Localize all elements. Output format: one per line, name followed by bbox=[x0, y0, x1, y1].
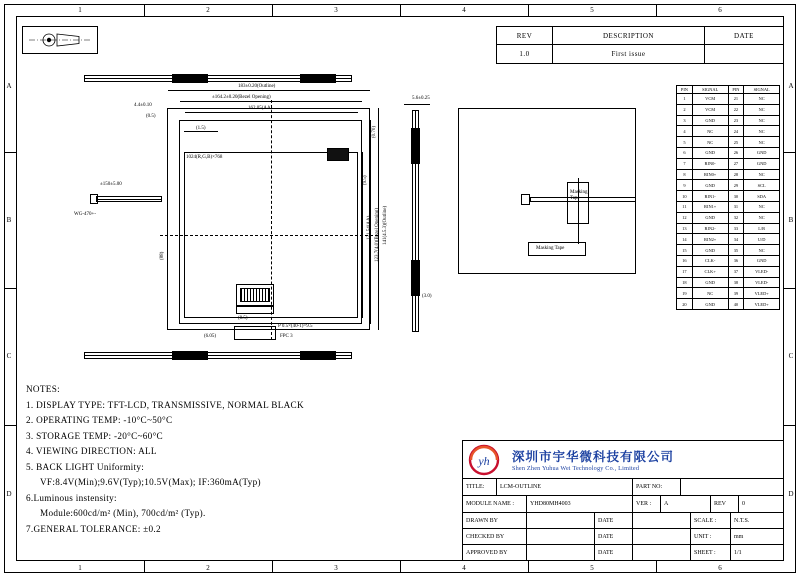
note-item-3: 3. STORAGE TEMP: -20°C~60°C bbox=[26, 430, 163, 441]
note-item-4: 4. VIEWING DIRECTION: ALL bbox=[26, 446, 157, 456]
zone-tick bbox=[784, 152, 796, 153]
zone-tick bbox=[4, 288, 16, 289]
revision-value-description: First issue bbox=[553, 45, 705, 63]
dim-left-small-1: 4.4±0.10 bbox=[134, 103, 152, 108]
revision-header-description: DESCRIPTION bbox=[553, 27, 705, 44]
zone-label-bottom: 4 bbox=[462, 564, 466, 572]
pin-table-cell: 39 bbox=[729, 288, 745, 298]
pin-table-cell: 27 bbox=[729, 159, 745, 169]
pin-table-cell: GND bbox=[693, 116, 729, 126]
zone-label-right: A bbox=[788, 82, 794, 90]
zone-tick bbox=[4, 152, 16, 153]
pin-table-cell: 34 bbox=[729, 234, 745, 244]
zone-label-top: 2 bbox=[206, 6, 210, 14]
pin-table-row bbox=[677, 256, 779, 267]
pin-table-cell: NC bbox=[693, 137, 729, 147]
svg-text:yh: yh bbox=[478, 453, 490, 468]
zone-tick bbox=[528, 4, 529, 16]
zone-label-bottom: 5 bbox=[590, 564, 594, 572]
pin-table-row bbox=[677, 191, 779, 202]
company-row bbox=[463, 441, 783, 479]
zone-label-top: 5 bbox=[590, 6, 594, 14]
zone-label-bottom: 3 bbox=[334, 564, 338, 572]
panel-connector-block bbox=[327, 148, 349, 161]
zone-label-left: B bbox=[6, 216, 12, 224]
pin-table-cell: NC bbox=[758, 96, 765, 102]
pin-table-row bbox=[677, 105, 779, 116]
pin-table-cell: 23 bbox=[729, 116, 745, 126]
pin-table-row bbox=[677, 148, 779, 159]
pin-table-row bbox=[677, 224, 779, 235]
checked-by-value bbox=[527, 529, 595, 544]
note-item-1: 1. DISPLAY TYPE: TFT-LCD, TRANSMISSIVE, NORMAL BLACK bbox=[26, 399, 304, 410]
company-logo bbox=[466, 443, 510, 477]
date-label-2: DATE bbox=[595, 529, 633, 544]
date-label-1: DATE bbox=[595, 513, 633, 528]
pin-table-cell: 21 bbox=[729, 94, 745, 104]
pin-table-cell: 19 bbox=[677, 288, 693, 298]
pin-table-cell: CLK+ bbox=[693, 267, 729, 277]
zone-label-bottom: 2 bbox=[206, 564, 210, 572]
dim-left-vert-2: 123.7(4.0)(Bezel Opening) bbox=[375, 207, 380, 262]
fpc-pins bbox=[240, 288, 270, 302]
pin-table-row bbox=[677, 94, 779, 105]
pin-table-cell: GND bbox=[693, 148, 729, 158]
pin-table-row bbox=[677, 267, 779, 278]
pin-table-cell: GND bbox=[693, 278, 729, 288]
dim-left-small-2: (0.5) bbox=[146, 114, 156, 119]
pin-table-row bbox=[677, 245, 779, 256]
drawn-by-value bbox=[527, 513, 595, 528]
dim-cable-length: ±150±5.00 bbox=[100, 182, 122, 187]
pin-table-cell: 2 bbox=[677, 105, 693, 115]
zone-tick bbox=[272, 4, 273, 16]
pin-table-row bbox=[677, 213, 779, 224]
zone-label-top: 6 bbox=[718, 6, 722, 14]
pin-table-cell: NC bbox=[758, 247, 765, 253]
pin-table-cell: 10 bbox=[677, 191, 693, 201]
pin-table-cell: GND bbox=[693, 299, 729, 309]
pin-table-cell: GND bbox=[756, 258, 767, 264]
dim-left-small-4: (88) bbox=[160, 251, 165, 260]
pin-table-cell: 22 bbox=[729, 105, 745, 115]
pin-table-cell: VCM bbox=[693, 105, 729, 115]
pin-table-row bbox=[677, 159, 779, 170]
dim-top-overall: 183±0.20(Outline) bbox=[238, 84, 276, 89]
zone-tick bbox=[784, 288, 796, 289]
revision-value-date bbox=[705, 45, 783, 63]
unit-label: UNIT : bbox=[691, 529, 731, 544]
pin-table-cell: 5 bbox=[677, 137, 693, 147]
notes-block bbox=[26, 382, 446, 537]
dim-line-outline bbox=[168, 90, 370, 91]
checked-by-row bbox=[463, 529, 783, 545]
note-item-7: 7.GENERAL TOLERANCE: ±0.2 bbox=[26, 523, 161, 534]
pin-table-cell: GND bbox=[693, 245, 729, 255]
company-name-en: Shen Zhen Yuhua Wei Technology Co., Limited bbox=[512, 465, 640, 472]
pin-table-row bbox=[677, 170, 779, 181]
title-label: TITLE: bbox=[463, 479, 497, 495]
revision-table bbox=[496, 26, 784, 64]
pin-table-cell: 17 bbox=[677, 267, 693, 277]
pin-table-cell: 6 bbox=[677, 148, 693, 158]
dim-left-vert-3: 121.54(AA) bbox=[367, 215, 372, 240]
pin-table-cell: 8 bbox=[677, 170, 693, 180]
pin-table-cell: 29 bbox=[729, 180, 745, 190]
rev-value: 0 bbox=[742, 501, 745, 507]
pin-table-cell: 24 bbox=[729, 126, 745, 136]
revision-row bbox=[497, 45, 783, 63]
zone-label-left: C bbox=[6, 352, 12, 360]
pin-table-cell: NC bbox=[758, 204, 765, 210]
pin-table-cell: 7 bbox=[677, 159, 693, 169]
pin-table-cell: 14 bbox=[677, 234, 693, 244]
pin-table-row bbox=[677, 180, 779, 191]
pin-table-cell: 18 bbox=[677, 278, 693, 288]
dim-bottom-1: (6.05) bbox=[204, 334, 217, 339]
sheet-value: 1/1 bbox=[734, 550, 742, 556]
pin-table-row bbox=[677, 137, 779, 148]
pin-table-cell: GND bbox=[756, 161, 767, 167]
first-angle-projection-icon bbox=[23, 27, 97, 53]
dim-line-bezel bbox=[180, 101, 362, 102]
part-no-label: PART NO: bbox=[633, 479, 681, 495]
dim-line-small bbox=[184, 131, 218, 132]
back-view-centerline-v bbox=[578, 178, 579, 244]
rev-label: REV bbox=[711, 496, 739, 512]
pin-table-cell: NC bbox=[758, 107, 765, 113]
pin-table-cell: 36 bbox=[729, 256, 745, 266]
zone-label-right: D bbox=[788, 490, 794, 498]
approved-by-value bbox=[527, 545, 595, 561]
pin-table-cell: VLED+ bbox=[754, 301, 769, 307]
pin-table-cell: 11 bbox=[677, 202, 693, 212]
date-value-3 bbox=[633, 545, 691, 561]
pin-table-cell: NC bbox=[758, 215, 765, 221]
pin-table-cell: VLED- bbox=[755, 279, 769, 285]
notes-title: NOTES: bbox=[26, 384, 60, 394]
dim-bottom-4: (8.5) bbox=[238, 316, 248, 321]
revision-header-row bbox=[497, 27, 783, 45]
pin-table-cell: NC bbox=[758, 128, 765, 134]
sheet-label: SHEET : bbox=[691, 545, 731, 561]
pin-table-cell: 40 bbox=[729, 299, 745, 309]
zone-label-top: 1 bbox=[78, 6, 82, 14]
date-value-1 bbox=[633, 513, 691, 528]
pin-table-cell: NC bbox=[693, 288, 729, 298]
masking-tape-vertical-label: Masking Tape bbox=[570, 190, 588, 201]
pin-table-cell: 15 bbox=[677, 245, 693, 255]
side-view-tab-top bbox=[411, 128, 420, 164]
note-item-5: 5. BACK LIGHT Uniformity: bbox=[26, 461, 145, 472]
pin-table-row bbox=[677, 299, 779, 309]
pin-table-cell: 32 bbox=[729, 213, 745, 223]
zone-tick bbox=[528, 561, 529, 573]
projection-symbol-box bbox=[22, 26, 98, 54]
pin-table-cell: 9 bbox=[677, 180, 693, 190]
title-block bbox=[462, 440, 784, 561]
part-no-value bbox=[681, 479, 783, 495]
drawn-by-label: DRAWN BY bbox=[463, 513, 527, 528]
dim-left-vert-4: (9.5) bbox=[363, 175, 368, 185]
note-item-6-detail: Module:600cd/m² (Min), 700cd/m² (Typ). bbox=[40, 508, 206, 518]
dim-side-thickness: 5.6±0.25 bbox=[412, 96, 430, 101]
zone-label-top: 4 bbox=[462, 6, 466, 14]
dim-left-vert-5: (0.70) bbox=[372, 125, 377, 138]
unit-value: mm bbox=[734, 533, 744, 540]
pin-table-cell: GND bbox=[756, 150, 767, 156]
dim-line-aa bbox=[185, 112, 358, 113]
pin-table-cell: 35 bbox=[729, 245, 745, 255]
bottom-strip-centerline bbox=[84, 355, 352, 356]
ver-value: A bbox=[661, 496, 711, 512]
checked-by-label: CHECKED BY bbox=[463, 529, 527, 544]
panel-resolution-label: 1024(R,G,B)×768 bbox=[186, 155, 223, 160]
masking-tape-horizontal-label: Masking Tape bbox=[536, 246, 565, 251]
dim-cable-note: WG-470+- bbox=[74, 212, 96, 217]
note-item-2: 2. OPERATING TEMP: -10°C~50°C bbox=[26, 415, 173, 425]
title-row bbox=[463, 479, 783, 496]
pin-table-cell: VLED- bbox=[755, 269, 769, 275]
pin-table-cell: 12 bbox=[677, 213, 693, 223]
pin-table-header-cell: SIGNAL bbox=[693, 86, 729, 93]
pin-table-cell: SCL bbox=[757, 182, 766, 188]
revision-header-rev: REV bbox=[497, 27, 553, 44]
zone-label-bottom: 1 bbox=[78, 564, 82, 572]
approved-by-row bbox=[463, 545, 783, 561]
dim-top-second: ±164.2±0.20(Bezel Opening) bbox=[212, 95, 271, 100]
fpc-connector bbox=[234, 326, 276, 340]
pin-table-cell: 28 bbox=[729, 170, 745, 180]
drawn-by-row bbox=[463, 513, 783, 529]
pin-table-cell: RIN2- bbox=[693, 224, 729, 234]
back-view-cable-connector bbox=[521, 194, 530, 205]
pin-table-header-cell: PIN bbox=[729, 86, 745, 93]
pin-table-cell: NC bbox=[758, 171, 765, 177]
dim-side-small: (3.0) bbox=[422, 294, 432, 299]
pin-table-cell: NC bbox=[758, 117, 765, 123]
zone-tick bbox=[656, 561, 657, 573]
ver-label: VER : bbox=[633, 496, 661, 512]
zone-tick bbox=[144, 561, 145, 573]
zone-tick bbox=[272, 561, 273, 573]
note-item-5-detail: VF:8.4V(Min);9.6V(Typ);10.5V(Max); IF:360mA(Typ) bbox=[40, 477, 261, 487]
pin-table-cell: 30 bbox=[729, 191, 745, 201]
zone-tick bbox=[144, 4, 145, 16]
dim-left-vert-1: 141(4.5.3)(Outline) bbox=[383, 205, 388, 245]
pin-table-cell: 1 bbox=[677, 94, 693, 104]
pin-table-row bbox=[677, 126, 779, 137]
pin-table-cell: U/D bbox=[757, 236, 766, 242]
horizontal-centerline bbox=[160, 235, 378, 236]
pin-table-header-cell: SIGNAL bbox=[753, 87, 770, 92]
zone-label-right: B bbox=[788, 216, 794, 224]
pin-table-cell: 13 bbox=[677, 224, 693, 234]
pin-table-cell: 33 bbox=[729, 224, 745, 234]
pin-table-cell: CLK- bbox=[693, 256, 729, 266]
pin-table-cell: RIN1+ bbox=[693, 202, 729, 212]
pin-table-cell: GND bbox=[693, 180, 729, 190]
zone-tick bbox=[400, 4, 401, 16]
revision-value-rev: 1.0 bbox=[497, 45, 553, 63]
side-view-tab-bottom bbox=[411, 260, 420, 296]
pin-table-cell: RIN1- bbox=[693, 191, 729, 201]
company-name-cn: 深圳市宇华微科技有限公司 bbox=[512, 449, 675, 464]
pin-table-cell: 31 bbox=[729, 202, 745, 212]
pin-table-header-row bbox=[677, 86, 779, 94]
fpc-neck bbox=[236, 306, 274, 314]
pin-table-row bbox=[677, 116, 779, 127]
zone-tick bbox=[4, 425, 16, 426]
pin-table-cell: 20 bbox=[677, 299, 693, 309]
pin-table-row bbox=[677, 234, 779, 245]
pin-table-cell: 25 bbox=[729, 137, 745, 147]
pin-table-cell: 26 bbox=[729, 148, 745, 158]
pin-table-cell: VCM bbox=[693, 94, 729, 104]
zone-label-top: 3 bbox=[334, 6, 338, 14]
zone-tick bbox=[400, 561, 401, 573]
pin-table-cell: RIN2+ bbox=[693, 234, 729, 244]
zone-label-left: D bbox=[6, 490, 12, 498]
dim-bottom-3: FPC 3 bbox=[280, 334, 293, 339]
zone-label-bottom: 6 bbox=[718, 564, 722, 572]
pin-table-cell: RIN0- bbox=[693, 159, 729, 169]
revision-header-date: DATE bbox=[734, 31, 754, 40]
title-block-grid bbox=[463, 479, 783, 561]
dim-left-small-3: (1.5) bbox=[196, 126, 206, 131]
scale-value: N.T.S. bbox=[734, 517, 750, 524]
zone-label-left: A bbox=[6, 82, 12, 90]
pin-table-cell: SDA bbox=[757, 193, 767, 199]
module-name-row bbox=[463, 496, 783, 513]
pin-table-cell: 3 bbox=[677, 116, 693, 126]
title-value: LCM-OUTLINE bbox=[497, 479, 633, 495]
date-label-3: DATE bbox=[595, 545, 633, 561]
pin-table-cell: GND bbox=[693, 213, 729, 223]
pin-table-cell: VLED+ bbox=[754, 290, 769, 296]
pin-table-cell: NC bbox=[693, 126, 729, 136]
pin-table-cell: 16 bbox=[677, 256, 693, 266]
module-name-value: YHD80MH4003 bbox=[527, 496, 633, 512]
zone-tick bbox=[656, 4, 657, 16]
dim-bottom-2: P 0.5×(40-1)=9.5 bbox=[278, 324, 313, 329]
module-name-label: MODULE NAME : bbox=[463, 496, 527, 512]
top-strip-centerline bbox=[84, 78, 352, 79]
side-view-dim-line bbox=[404, 104, 430, 105]
left-cable-centerline bbox=[96, 199, 162, 200]
pin-table-row bbox=[677, 202, 779, 213]
pin-table-row bbox=[677, 278, 779, 289]
back-view-cable bbox=[530, 197, 636, 202]
pin-table-cell: 37 bbox=[729, 267, 745, 277]
yh-logo-icon bbox=[467, 444, 509, 476]
pin-table-cell: NC bbox=[758, 139, 765, 145]
pin-table-cell: 38 bbox=[729, 278, 745, 288]
zone-tick bbox=[784, 425, 796, 426]
date-value-2 bbox=[633, 529, 691, 544]
note-item-6: 6.Luminous instensity: bbox=[26, 492, 117, 503]
pin-table-cell: L/R bbox=[758, 225, 766, 231]
pin-table-cell: 4 bbox=[677, 126, 693, 136]
pin-table-header-cell: PIN bbox=[677, 86, 693, 93]
pin-table-row bbox=[677, 288, 779, 299]
zone-label-right: C bbox=[788, 352, 794, 360]
dim-top-third: 162.05(AA) bbox=[248, 106, 273, 111]
pin-assignment-table bbox=[676, 85, 780, 310]
scale-label: SCALE : bbox=[691, 513, 731, 528]
pin-table-cell: RIN0+ bbox=[693, 170, 729, 180]
approved-by-label: APPROVED BY bbox=[463, 545, 527, 561]
